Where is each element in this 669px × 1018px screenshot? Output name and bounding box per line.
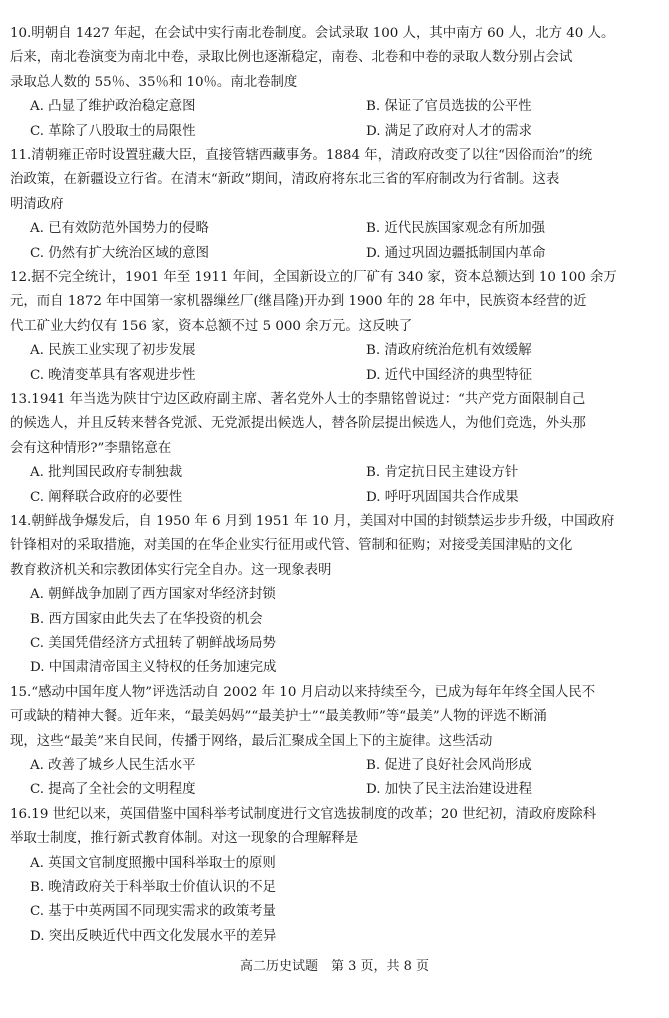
question-stem-line: 明清政府 (10, 196, 64, 212)
question-stem-line: 13.1941 年当选为陕甘宁边区政府副主席、著名党外人士的李鼎铭曾说过：“共产党方面限制自己 (10, 392, 586, 407)
option-row (30, 364, 661, 388)
option-b: B. 晚清政府关于科举取士价值认识的不足 (30, 880, 276, 895)
option-a: A. 改善了城乡人民生活水平 (30, 758, 196, 773)
option-c: C. 革除了八股取士的局限性 (30, 123, 196, 139)
option-a: A. 批判国民政府专制独裁 (30, 465, 183, 481)
option-c: C. 美国凭借经济方式扭转了朝鲜战场局势 (30, 636, 276, 651)
option-b: B. 促进了良好社会风尚形成 (366, 758, 532, 773)
question-stem-line: 治政策，在新疆设立行省。在清末“新政”期间，清政府将东北三省的军府制改为行省制。这表 (10, 172, 560, 188)
option-d: D. 加快了民主法治建设进程 (366, 782, 533, 798)
question-stem-line: 现，这些“最美”来自民间，传播于网络，最后汇聚成全国上下的主旋律。这些活动 (10, 733, 493, 749)
option-c: C. 仍然有扩大统治区域的意图 (30, 245, 209, 261)
question-stem-line: 11.清朝雍正帝时设置驻藏大臣，直接管辖西藏事务。1884 年，清政府改变了以往“因俗而治”的统 (10, 148, 593, 163)
option-d: D. 满足了政府对人才的需求 (366, 123, 533, 139)
option-row (30, 339, 661, 363)
option-d: D. 呼吁巩固国共合作成果 (366, 489, 519, 505)
option-row (30, 242, 661, 266)
option-row (30, 120, 661, 144)
question-stem-line: 后来，南北卷演变为南北中卷，录取比例也逐渐稳定，南卷、北卷和中卷的录取人数分别占会试 (10, 50, 573, 66)
option-d: D. 突出反映近代中西文化发展水平的差异 (30, 928, 277, 944)
option-b: B. 清政府统治危机有效缓解 (366, 343, 532, 359)
option-c: C. 提高了全社会的文明程度 (30, 782, 196, 798)
page-footer: 高二历史试题 第 3 页，共 8 页 (239, 959, 430, 975)
question-stem-line: 举取士制度，推行新式教育体制。对这一现象的合理解释是 (10, 831, 359, 847)
option-a: A. 朝鲜战争加剧了西方国家对华经济封锁 (30, 587, 276, 603)
option-row (30, 754, 661, 778)
question-stem-line: 16.19 世纪以来，英国借鉴中国科举考试制度进行文官选拔制度的改革；20 世纪初，清政府废除科 (10, 806, 597, 822)
option-b: B. 西方国家由此失去了在华投资的机会 (30, 611, 263, 627)
question-stem-line: 的候选人，并且反转来替各党派、无党派提出候选人，替各阶层提出候选人，为他们竞选，外头那 (10, 416, 586, 432)
option-row (30, 217, 661, 241)
option-c: C. 基于中英两国不同现实需求的政策考量 (30, 904, 276, 920)
option-a: A. 凸显了维护政治稳定意图 (30, 99, 196, 115)
option-d: D. 通过巩固边疆抵制国内革命 (366, 245, 546, 261)
option-a: A. 民族工业实现了初步发展 (30, 343, 196, 359)
option-a: A. 已有效防范外国势力的侵略 (30, 221, 209, 237)
option-d: D. 中国肃清帝国主义特权的任务加速完成 (30, 660, 277, 676)
option-row (30, 461, 661, 485)
option-c: C. 晚清变革具有客观进步性 (30, 367, 196, 383)
question-stem-line: 14.朝鲜战争爆发后，自 1950 年 6 月到 1951 年 10 月，美国对中国的封锁禁运步步升级，中国政府 (10, 514, 615, 529)
question-stem-line: 15.“感动中国年度人物”评选活动自 2002 年 10 月启动以来持续至今，已成为每年年终全国人民不 (10, 684, 596, 700)
option-row (30, 486, 661, 510)
option-d: D. 近代中国经济的典型特征 (366, 367, 533, 383)
option-b: B. 肯定抗日民主建设方针 (366, 465, 519, 481)
option-a: A. 英国文官制度照搬中国科举取士的原则 (30, 855, 276, 871)
option-row (30, 95, 661, 119)
option-b: B. 近代民族国家观念有所加强 (366, 221, 546, 237)
question-stem-line: 会有这种情形?”李鼎铭意在 (10, 440, 172, 456)
question-stem-line: 12.据不完全统计，1901 年至 1911 年间，全国新设立的厂矿有 340 家，资本总额达到 10 100 余万 (10, 270, 617, 285)
question-stem-line: 代工矿业大约仅有 156 家，资本总额不过 5 000 余万元。这反映了 (10, 318, 413, 334)
question-stem-line: 可或缺的精神大餐。近年来，“最美妈妈”“最美护士”“最美教师”等“最美”人物的评选不断涌 (10, 709, 547, 725)
question-stem-line: 教育救济机关和宗教团体实行完全自办。这一现象表明 (10, 562, 332, 578)
question-stem-line: 录取总人数的 55％、35％和 10％。南北卷制度 (10, 74, 298, 90)
option-b: B. 保证了官员选拔的公平性 (366, 99, 532, 115)
question-stem-line: 针锋相对的采取措施，对美国的在华企业实行征用或代管、管制和征购；对接受美国津贴的文化 (10, 538, 573, 554)
option-c: C. 阐释联合政府的必要性 (30, 489, 183, 505)
question-stem-line: 元，而自 1872 年中国第一家机器缫丝厂(继昌隆)开办到 1900 年的 28 年中，民族资本经营的近 (10, 294, 587, 310)
option-row (30, 778, 661, 802)
question-stem-line: 10.明朝自 1427 年起，在会试中实行南北卷制度。会试录取 100 人，其中南方 60 人，北方 40 人。 (10, 26, 615, 41)
